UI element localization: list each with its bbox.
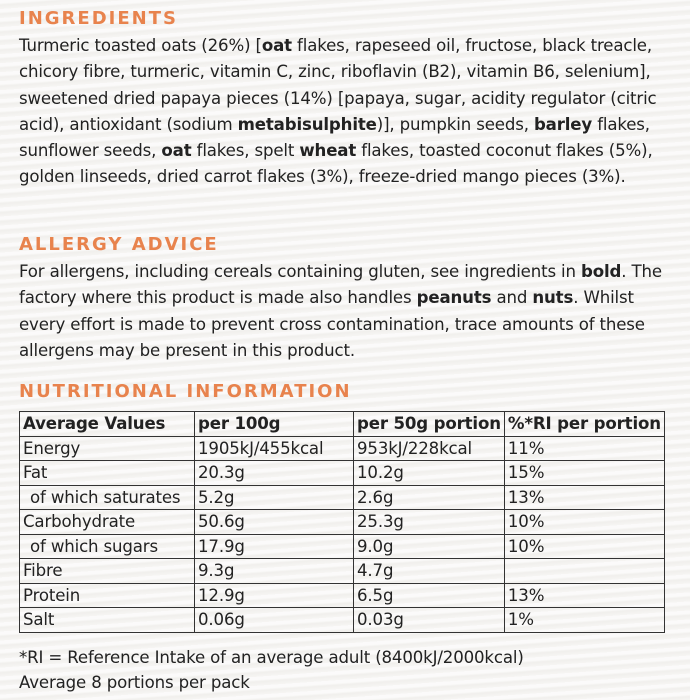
column-header-average-values: Average Values <box>20 412 195 437</box>
nutrient-value: 953kJ/228kcal <box>354 436 505 461</box>
allergen-word: oat <box>161 141 192 161</box>
nutrient-value: 5.2g <box>195 485 354 510</box>
table-row <box>20 510 665 535</box>
nutrient-value <box>504 559 664 584</box>
nutrient-value: 2.6g <box>354 485 505 510</box>
allergy-text: For allergens, including cereals containing gluten, see ingredients in bold. The factory where this product is made also handles peanuts and nuts. Whilst every effort is made to prevent cross contamination, trace amounts of these allergens may be present in this product. <box>19 262 662 360</box>
nutrient-value: 1905kJ/455kcal <box>195 436 354 461</box>
table-row <box>20 608 665 633</box>
nutrient-value: 1% <box>504 608 664 633</box>
nutrient-value: 50.6g <box>195 510 354 535</box>
nutrient-label: Protein <box>20 583 195 608</box>
nutrient-value: 25.3g <box>354 510 505 535</box>
column-header-per-portion: per 50g portion <box>354 412 505 437</box>
nutrient-label: Energy <box>20 436 195 461</box>
table-row <box>20 461 665 486</box>
nutrient-value: 12.9g <box>195 583 354 608</box>
nutrition-heading: NUTRITIONAL INFORMATION <box>19 381 352 402</box>
nutrient-value: 13% <box>504 485 664 510</box>
nutrient-value: 15% <box>504 461 664 486</box>
table-row <box>20 534 665 559</box>
ingredients-text: Turmeric toasted oats (26%) [oat flakes, rapeseed oil, fructose, black treacle, chicory fibre, turmeric, vitamin C, zinc, riboflavin (B2), vitamin B6, selenium], sweetened dried papaya pieces (14%) [papaya, sugar, acidity regulator (citric acid), antioxidant (sodium metabisulphite)], pumpkin seeds, barley flakes, sunflower seeds, oat flakes, spelt wheat flakes, toasted coconut flakes (5%), golden linseeds, dried carrot flakes (3%), freeze-dried mango pieces (3%). <box>19 36 657 187</box>
nutrient-value: 9.0g <box>354 534 505 559</box>
allergen-word: oat <box>261 36 292 55</box>
allergen-word: barley <box>533 114 593 134</box>
nutrient-label: Fat <box>20 461 195 486</box>
allergen-word: peanuts <box>416 288 492 308</box>
table-row <box>20 559 665 584</box>
nutrient-label: Salt <box>20 608 195 633</box>
nutrient-value: 9.3g <box>195 559 354 584</box>
allergen-word: bold <box>581 262 622 281</box>
nutrient-value: 6.5g <box>354 583 505 608</box>
nutrient-value: 0.03g <box>354 608 505 633</box>
allergy-heading: ALLERGY ADVICE <box>19 234 219 255</box>
column-header-ri: %*RI per portion <box>504 412 664 437</box>
nutrient-value: 20.3g <box>195 461 354 486</box>
nutrition-header-row <box>20 412 665 437</box>
nutrient-value: 11% <box>504 436 664 461</box>
nutrient-value: 10% <box>504 510 664 535</box>
ingredients-heading: INGREDIENTS <box>19 8 178 29</box>
nutrient-value: 13% <box>504 583 664 608</box>
nutrient-label: of which saturates <box>20 485 195 510</box>
allergen-word: nuts <box>532 288 574 308</box>
allergen-word: wheat <box>299 141 357 161</box>
nutrient-value: 4.7g <box>354 559 505 584</box>
nutrition-table <box>19 411 665 633</box>
nutrient-label: of which sugars <box>20 534 195 559</box>
nutrient-value: 10% <box>504 534 664 559</box>
allergen-word: metabisulphite <box>237 114 377 134</box>
table-row <box>20 436 665 461</box>
nutrient-value: 17.9g <box>195 534 354 559</box>
table-row <box>20 485 665 510</box>
table-row <box>20 583 665 608</box>
nutrient-label: Fibre <box>20 559 195 584</box>
portions-note: Average 8 portions per pack <box>19 673 250 692</box>
ri-footnote: *RI = Reference Intake of an average adult (8400kJ/2000kcal) <box>19 648 524 667</box>
column-header-per-100g: per 100g <box>195 412 354 437</box>
nutrient-label: Carbohydrate <box>20 510 195 535</box>
nutrient-value: 0.06g <box>195 608 354 633</box>
nutrient-value: 10.2g <box>354 461 505 486</box>
